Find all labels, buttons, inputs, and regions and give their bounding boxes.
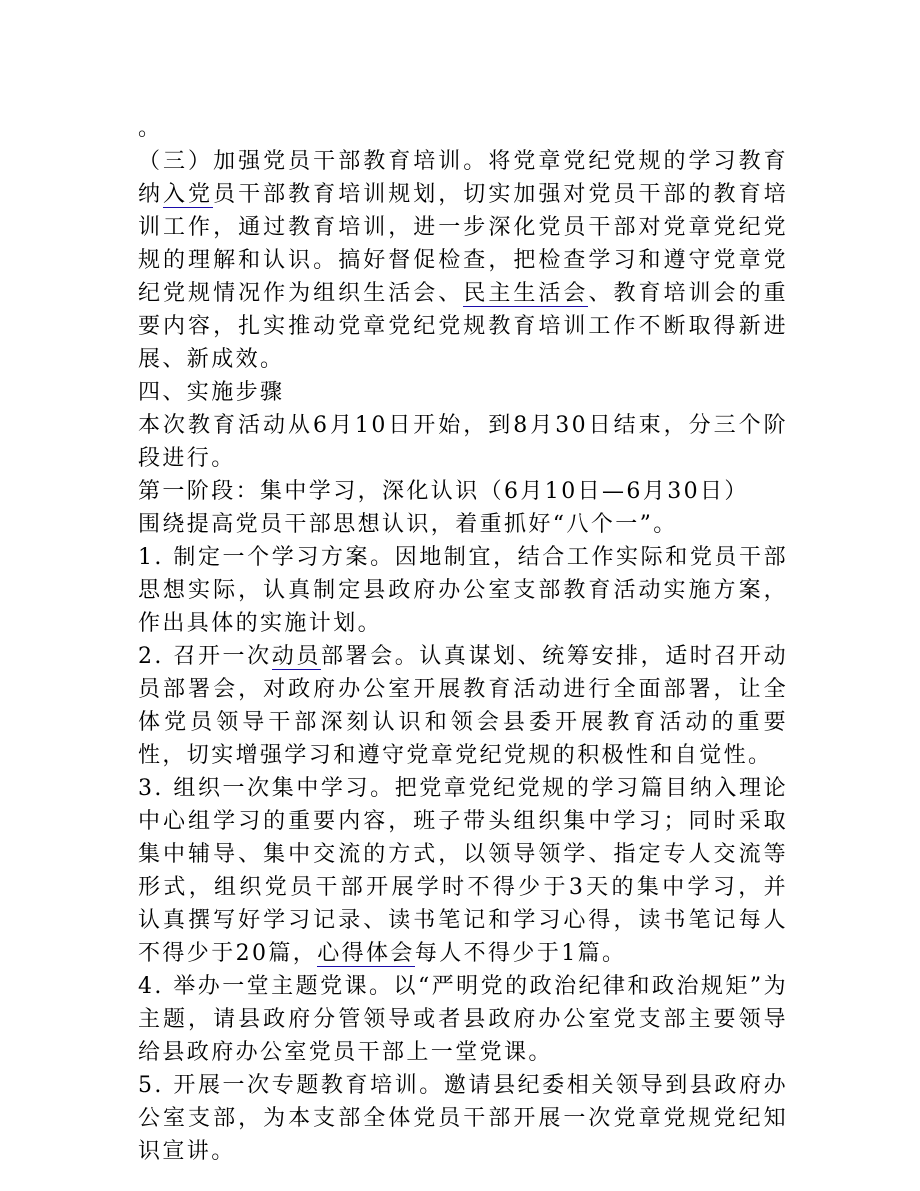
paragraph-schedule: 本次教育活动从6月10日开始，到8月30日结束，分三个阶段进行。 — [138, 413, 788, 471]
list-item-2 — [138, 640, 788, 772]
paragraph-intro: 围绕提高党员干部思想认识，着重抓好“八个一”。 — [138, 512, 678, 537]
text-run: （三）加强党员干部教育培训。将党章党纪党规的学习教育纳 — [138, 149, 788, 207]
text-run: 部署会。认真谋划、统筹安排，适时召开动员部署会，对政府办公室开展教育活动进行全面部署，让全体党员领导干部深刻认识和领会县委开展教育活动的重要性，切实增强学习和遵守党章党纪党规的积极性和自觉性。 — [138, 644, 788, 768]
link-dongyuan[interactable]: 动员 — [271, 644, 321, 669]
phase-heading: 第一阶段：集中学习，深化认识（6月10日—6月30日） — [138, 479, 749, 504]
link-rudang[interactable]: 入党 — [163, 182, 214, 207]
link-xinde-tihui[interactable]: 心得体会 — [317, 941, 415, 966]
text-run: 员干部教育培训规划，切实加强对党员干部的教育培训工作，通过教育培训，进一步深化党员干部对党章党纪党规的理解和认识。搞好督促检查，把检查学习和遵守党章党纪党规情况作为组织生活会、 — [138, 182, 788, 306]
list-item-1: 1. 制定一个学习方案。因地制宜，结合工作实际和党员干部思想实际，认真制定县政府办公室支部教育活动实施方案，作出具体的实施计划。 — [138, 545, 788, 636]
link-minzhu-shenghuohui[interactable]: 民主生活会 — [463, 281, 589, 306]
text-run: 每人不得少于1篇。 — [414, 941, 627, 966]
document-page — [138, 112, 788, 1168]
text-run: 、教育培训会的重要内容，扎实推动党章党纪党规教育培训工作不断取得新进展、新成效。 — [138, 281, 788, 372]
list-item-3 — [138, 772, 788, 970]
list-item-5: 5. 开展一次专题教育培训。邀请县纪委相关领导到县政府办公室支部，为本支部全体党员干部开展一次党章党规党纪知识宣讲。 — [138, 1073, 788, 1164]
section-heading: 四、实施步骤 — [138, 380, 285, 405]
paragraph-education-training — [138, 145, 788, 376]
text-run: 2. 召开一次 — [138, 644, 272, 669]
text-run: 3. 组织一次集中学习。把党章党纪党规的学习篇目纳入理论中心组学习的重要内容，班子带头组织集中学习；同时采取集中辅导、集中交流的方式，以领导领学、指定专人交流等形式，组织党员干部开展学时不得少于3天的集中学习，并认真撰写好学习记录、读书笔记和学习心得，读书笔记每人不得少于20篇， — [138, 776, 788, 966]
paragraph-fragment: 。 — [138, 116, 163, 141]
list-item-4: 4. 举办一堂主题党课。以“严明党的政治纪律和政治规矩”为主题，请县政府分管领导或者县政府办公室党支部主要领导给县政府办公室党员干部上一堂党课。 — [138, 974, 788, 1065]
